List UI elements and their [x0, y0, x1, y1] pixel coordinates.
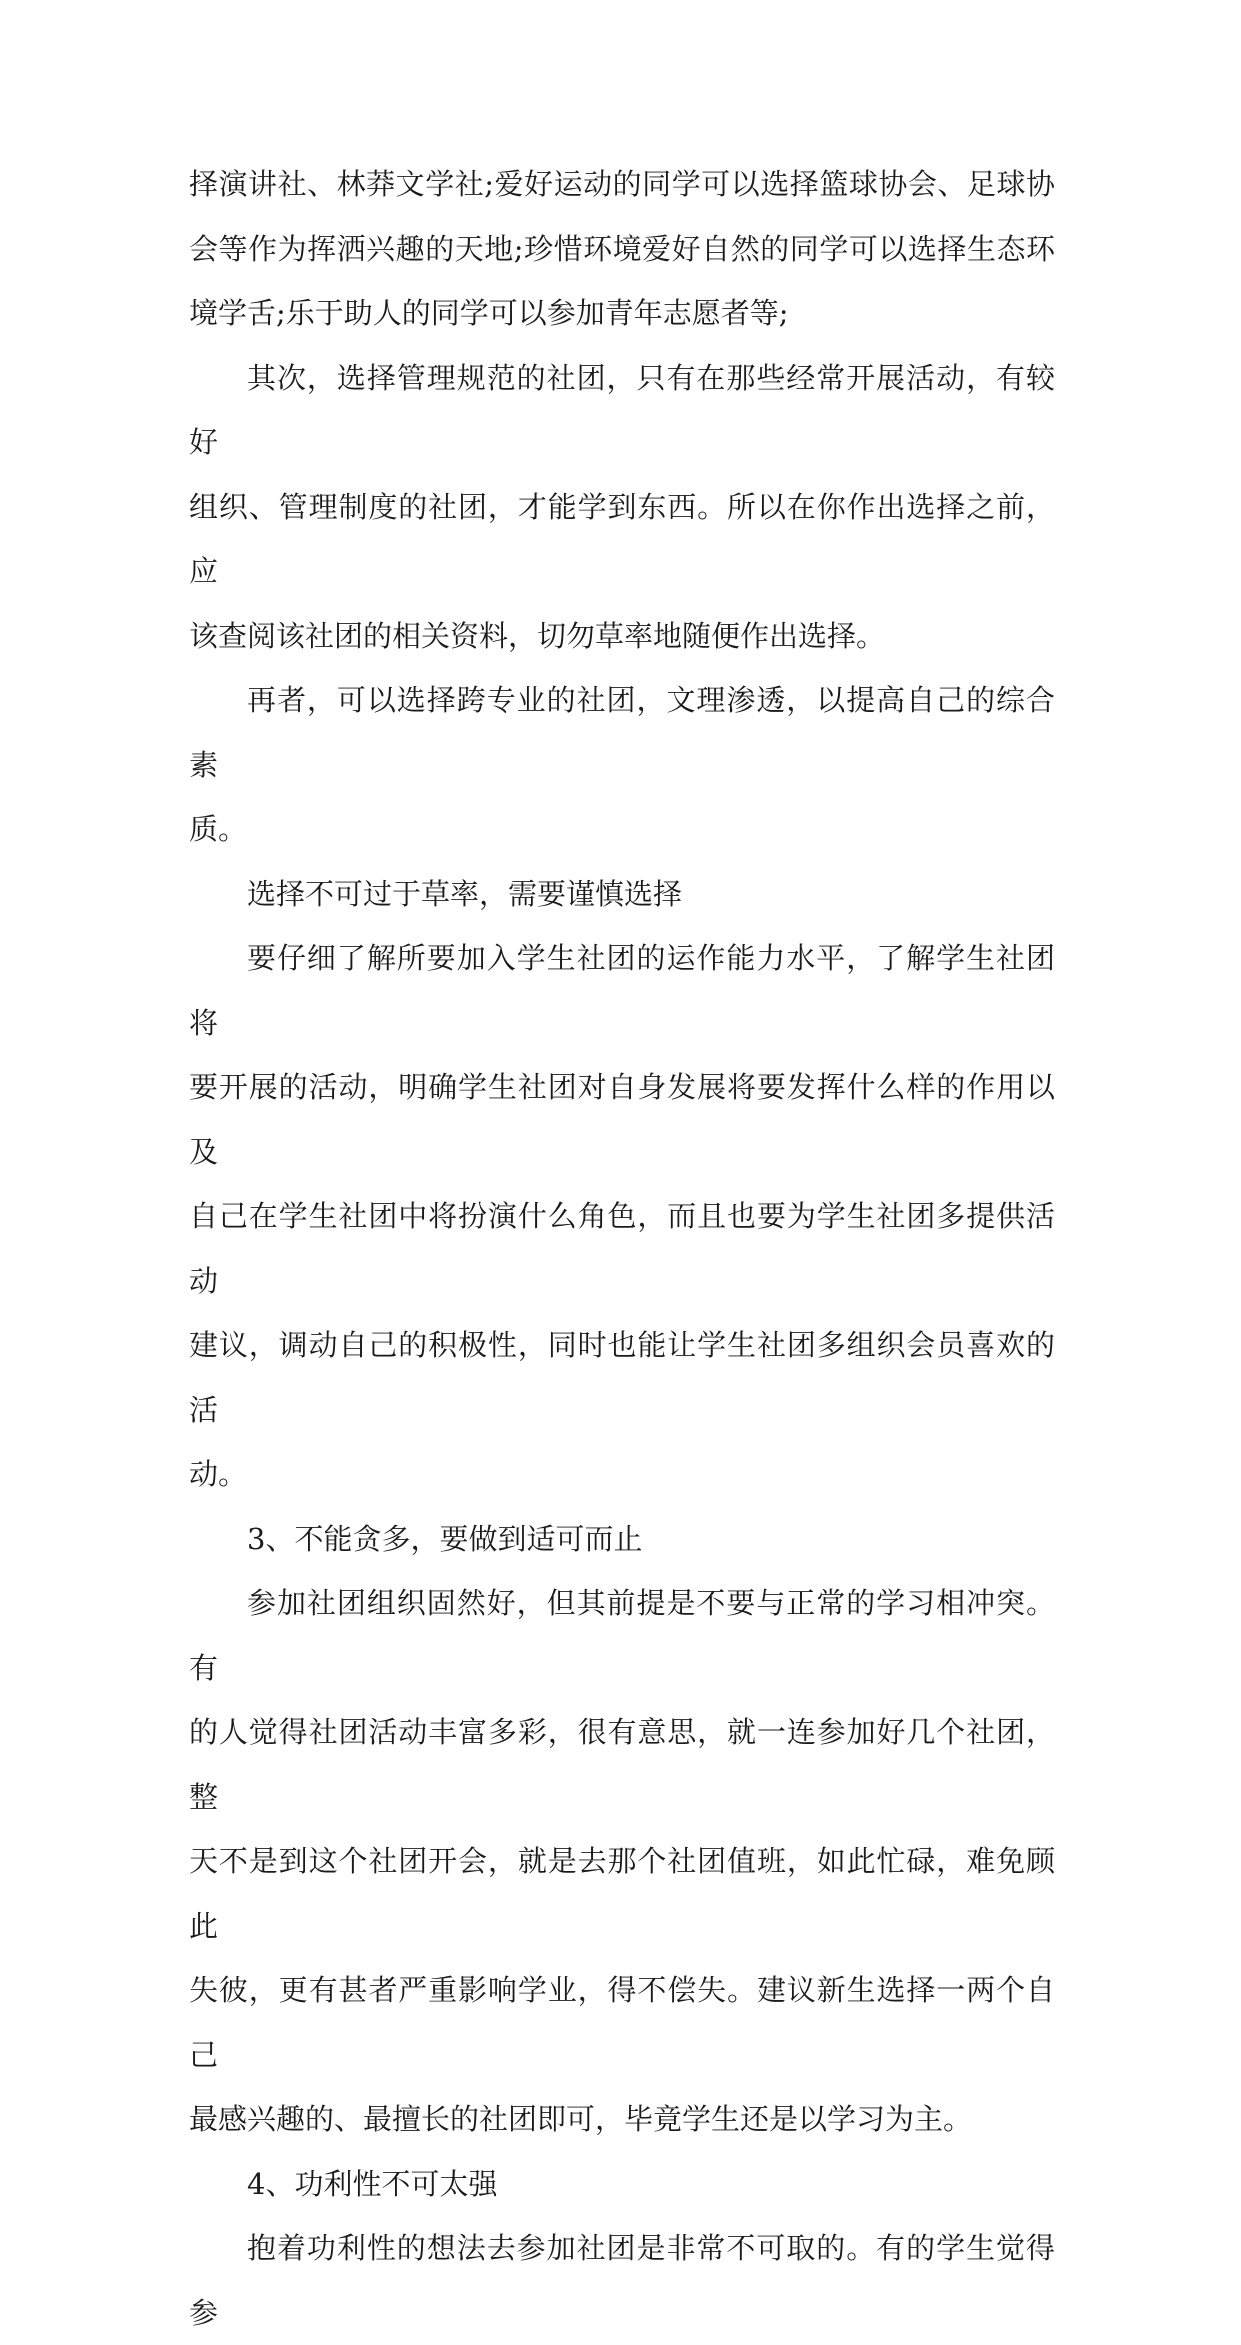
- text-line: 选择不可过于草率，需要谨慎选择: [247, 876, 683, 911]
- text-line: 其次，选择管理规范的社团，只有在那些经常开展活动，有较好: [189, 360, 1055, 459]
- text-line: 的人觉得社团活动丰富多彩，很有意思，就一连参加好几个社团，整: [189, 1715, 1055, 1814]
- text-line: 抱着功利性的想法去参加社团是非常不可取的。有的学生觉得参: [189, 2231, 1055, 2330]
- text-line: 组织、管理制度的社团，才能学到东西。所以在你作出选择之前，应: [189, 489, 1055, 588]
- text-line: 3、不能贪多，要做到适可而止: [247, 1521, 643, 1556]
- text-line: 建议，调动自己的积极性，同时也能让学生社团多组织会员喜欢的活: [189, 1328, 1055, 1427]
- text-line: 要开展的活动，明确学生社团对自身发展将要发挥什么样的作用以及: [189, 1070, 1055, 1169]
- text-line: 参加社团组织固然好，但其前提是不要与正常的学习相冲突。有: [189, 1586, 1055, 1685]
- document-body: [189, 152, 1055, 2345]
- text-line: 要仔细了解所要加入学生社团的运作能力水平，了解学生社团将: [189, 941, 1055, 1040]
- section-heading: [189, 2152, 1055, 2217]
- text-line: 最感兴趣的、最擅长的社团即可，毕竟学生还是以学习为主。: [189, 2102, 973, 2136]
- text-line: 质。: [189, 812, 248, 846]
- text-line: 4、功利性不可太强: [247, 2166, 498, 2201]
- paragraph: [189, 926, 1055, 1507]
- text-line: 自己在学生社团中将扮演什么角色，而且也要为学生社团多提供活动: [189, 1199, 1055, 1298]
- paragraph: [189, 152, 1055, 346]
- text-line: 再者，可以选择跨专业的社团，文理渗透，以提高自己的综合素: [189, 683, 1055, 782]
- text-line: 会等作为挥洒兴趣的天地;珍惜环境爱好自然的同学可以选择生态环: [189, 231, 1055, 266]
- paragraph: [189, 2216, 1055, 2345]
- section-heading: [189, 1507, 1055, 1572]
- text-line: 择演讲社、林莽文学社;爱好运动的同学可以选择篮球协会、足球协: [189, 167, 1055, 201]
- text-line: 该查阅该社团的相关资料，切勿草率地随便作出选择。: [189, 618, 886, 653]
- text-line: 境学舌;乐于助人的同学可以参加青年志愿者等;: [189, 296, 789, 330]
- paragraph: [189, 1571, 1055, 2152]
- paragraph: [189, 346, 1055, 669]
- paragraph: [189, 668, 1055, 862]
- text-line: 失彼，更有甚者严重影响学业，得不偿失。建议新生选择一两个自己: [189, 1973, 1055, 2072]
- text-line: 天不是到这个社团开会，就是去那个社团值班，如此忙碌，难免顾此: [189, 1844, 1055, 1943]
- text-line: 动。: [189, 1457, 248, 1491]
- section-heading: [189, 862, 1055, 927]
